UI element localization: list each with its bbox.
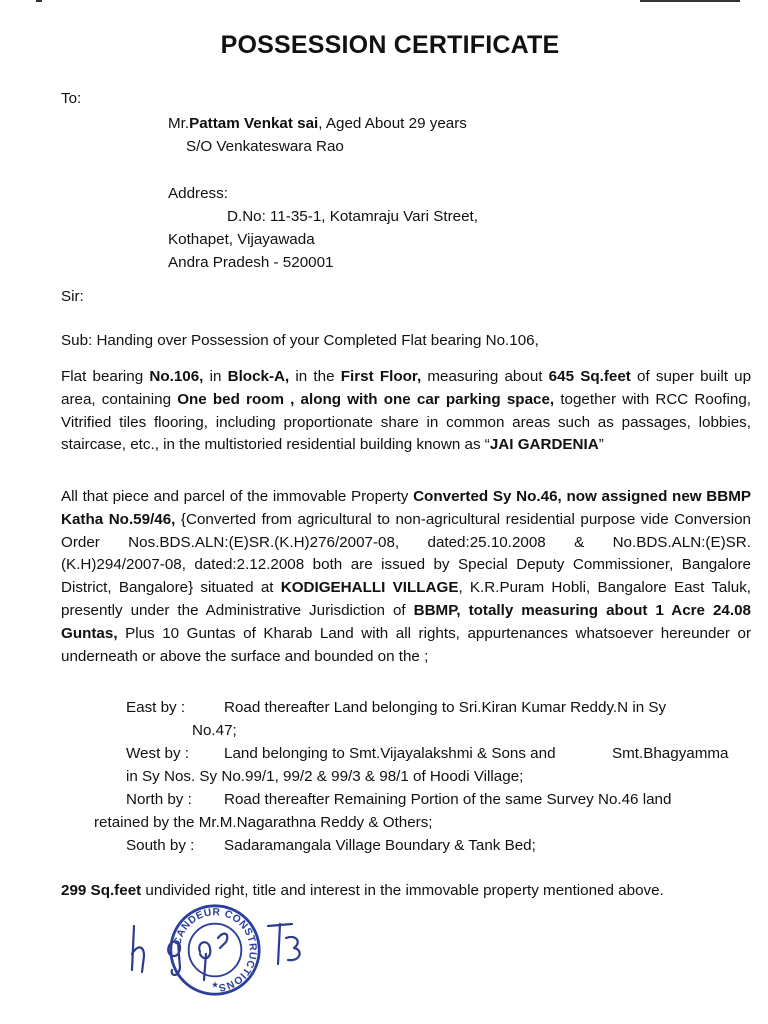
salutation: Sir: — [61, 288, 84, 305]
west-boundary — [126, 743, 556, 766]
stamp-text: CANDEUR CONSTRUCTIONS — [172, 907, 258, 993]
address-line-2: Kothapet, Vijayawada — [168, 231, 315, 248]
svg-text:★: ★ — [211, 979, 219, 990]
north-label: North by : — [126, 791, 192, 808]
scan-edge-mark — [36, 0, 42, 2]
recipient-relation: S/O Venkateswara Rao — [186, 138, 344, 155]
south-boundary — [126, 835, 536, 858]
subject-line: Sub: Handing over Possession of your Completed Flat bearing No.106, — [61, 332, 539, 349]
property-description-paragraph: All that piece and parcel of the immovable Property Converted Sy No.46, now assigned new BBMP Katha No.59/46, {Converted from agricultural to non-agricultural residential purpose vide Conversion Order Nos.BDS.ALN:(E)SR.(K.H)276/2007-08, dated:25.10.2008 & No.BDS.ALN:(E)SR.(K.H)294/2007-08, dated:2.12.2008 both are issued by Special Deputy Commissioner, Bangalore District, Bangalore} situated at KODIGEHALLI VILLAGE, K.R.Puram Hobli, Bangalore East Taluk, presently under the Administrative Jurisdiction of BBMP, totally measuring about 1 Acre 24.08 Guntas, Plus 10 Guntas of Kharab Land with all rights, appurtenances whatsoever hereunder or underneath or above the surface and bounded on the ; — [61, 488, 752, 665]
undivided-text: undivided right, title and interest in the immovable property mentioned above. — [141, 882, 664, 899]
north-text: Road thereafter Remaining Portion of the same Survey No.46 land — [224, 791, 672, 808]
east-text: Road thereafter Land belonging to Sri.Kiran Kumar Reddy.N in Sy — [224, 699, 667, 716]
undivided-share-line — [61, 880, 664, 903]
north-boundary-cont: retained by the Mr.M.Nagarathna Reddy & Others; — [94, 814, 433, 831]
recipient-age: , Aged About 29 years — [318, 115, 467, 132]
flat-description-paragraph: Flat bearing No.106, in Block-A, in the First Floor, measuring about 645 Sq.feet of super built up area, containing One bed room , along with one car parking space, together with RCC Roofing, Vitrified tiles flooring, including proportionate share in common areas such as passages, lobbies, staircase, etc., in the multistoried residential building known as “JAI GARDENIA” — [61, 368, 752, 454]
west-text: Land belonging to Smt.Vijayalakshmi & Sons and — [224, 745, 556, 762]
west-boundary-cont: in Sy Nos. Sy No.99/1, 99/2 & 99/3 & 98/1 of Hoodi Village; — [126, 768, 524, 785]
east-boundary-cont: No.47; — [192, 722, 237, 739]
south-label: South by : — [126, 837, 195, 854]
east-boundary — [126, 697, 666, 720]
west-boundary-owner: Smt.Bhagyamma — [612, 745, 729, 762]
recipient-name: Pattam Venkat sai — [189, 115, 319, 132]
east-label: East by : — [126, 699, 186, 716]
recipient-name-line — [168, 113, 467, 136]
west-label: West by : — [126, 745, 190, 762]
scan-edge-mark — [640, 0, 740, 2]
south-text: Sadaramangala Village Boundary & Tank Bed; — [224, 837, 536, 854]
address-line-3: Andra Pradesh - 520001 — [168, 254, 334, 271]
to-label: To: — [61, 90, 82, 107]
north-boundary — [126, 789, 671, 812]
address-line-1: D.No: 11-35-1, Kotamraju Vari Street, — [227, 208, 478, 225]
handwritten-signature — [120, 908, 310, 988]
undivided-area: 299 Sq.feet — [61, 882, 142, 899]
document-title: POSSESSION CERTIFICATE — [220, 31, 560, 59]
name-prefix: Mr. — [168, 115, 190, 132]
address-label: Address: — [168, 185, 228, 202]
